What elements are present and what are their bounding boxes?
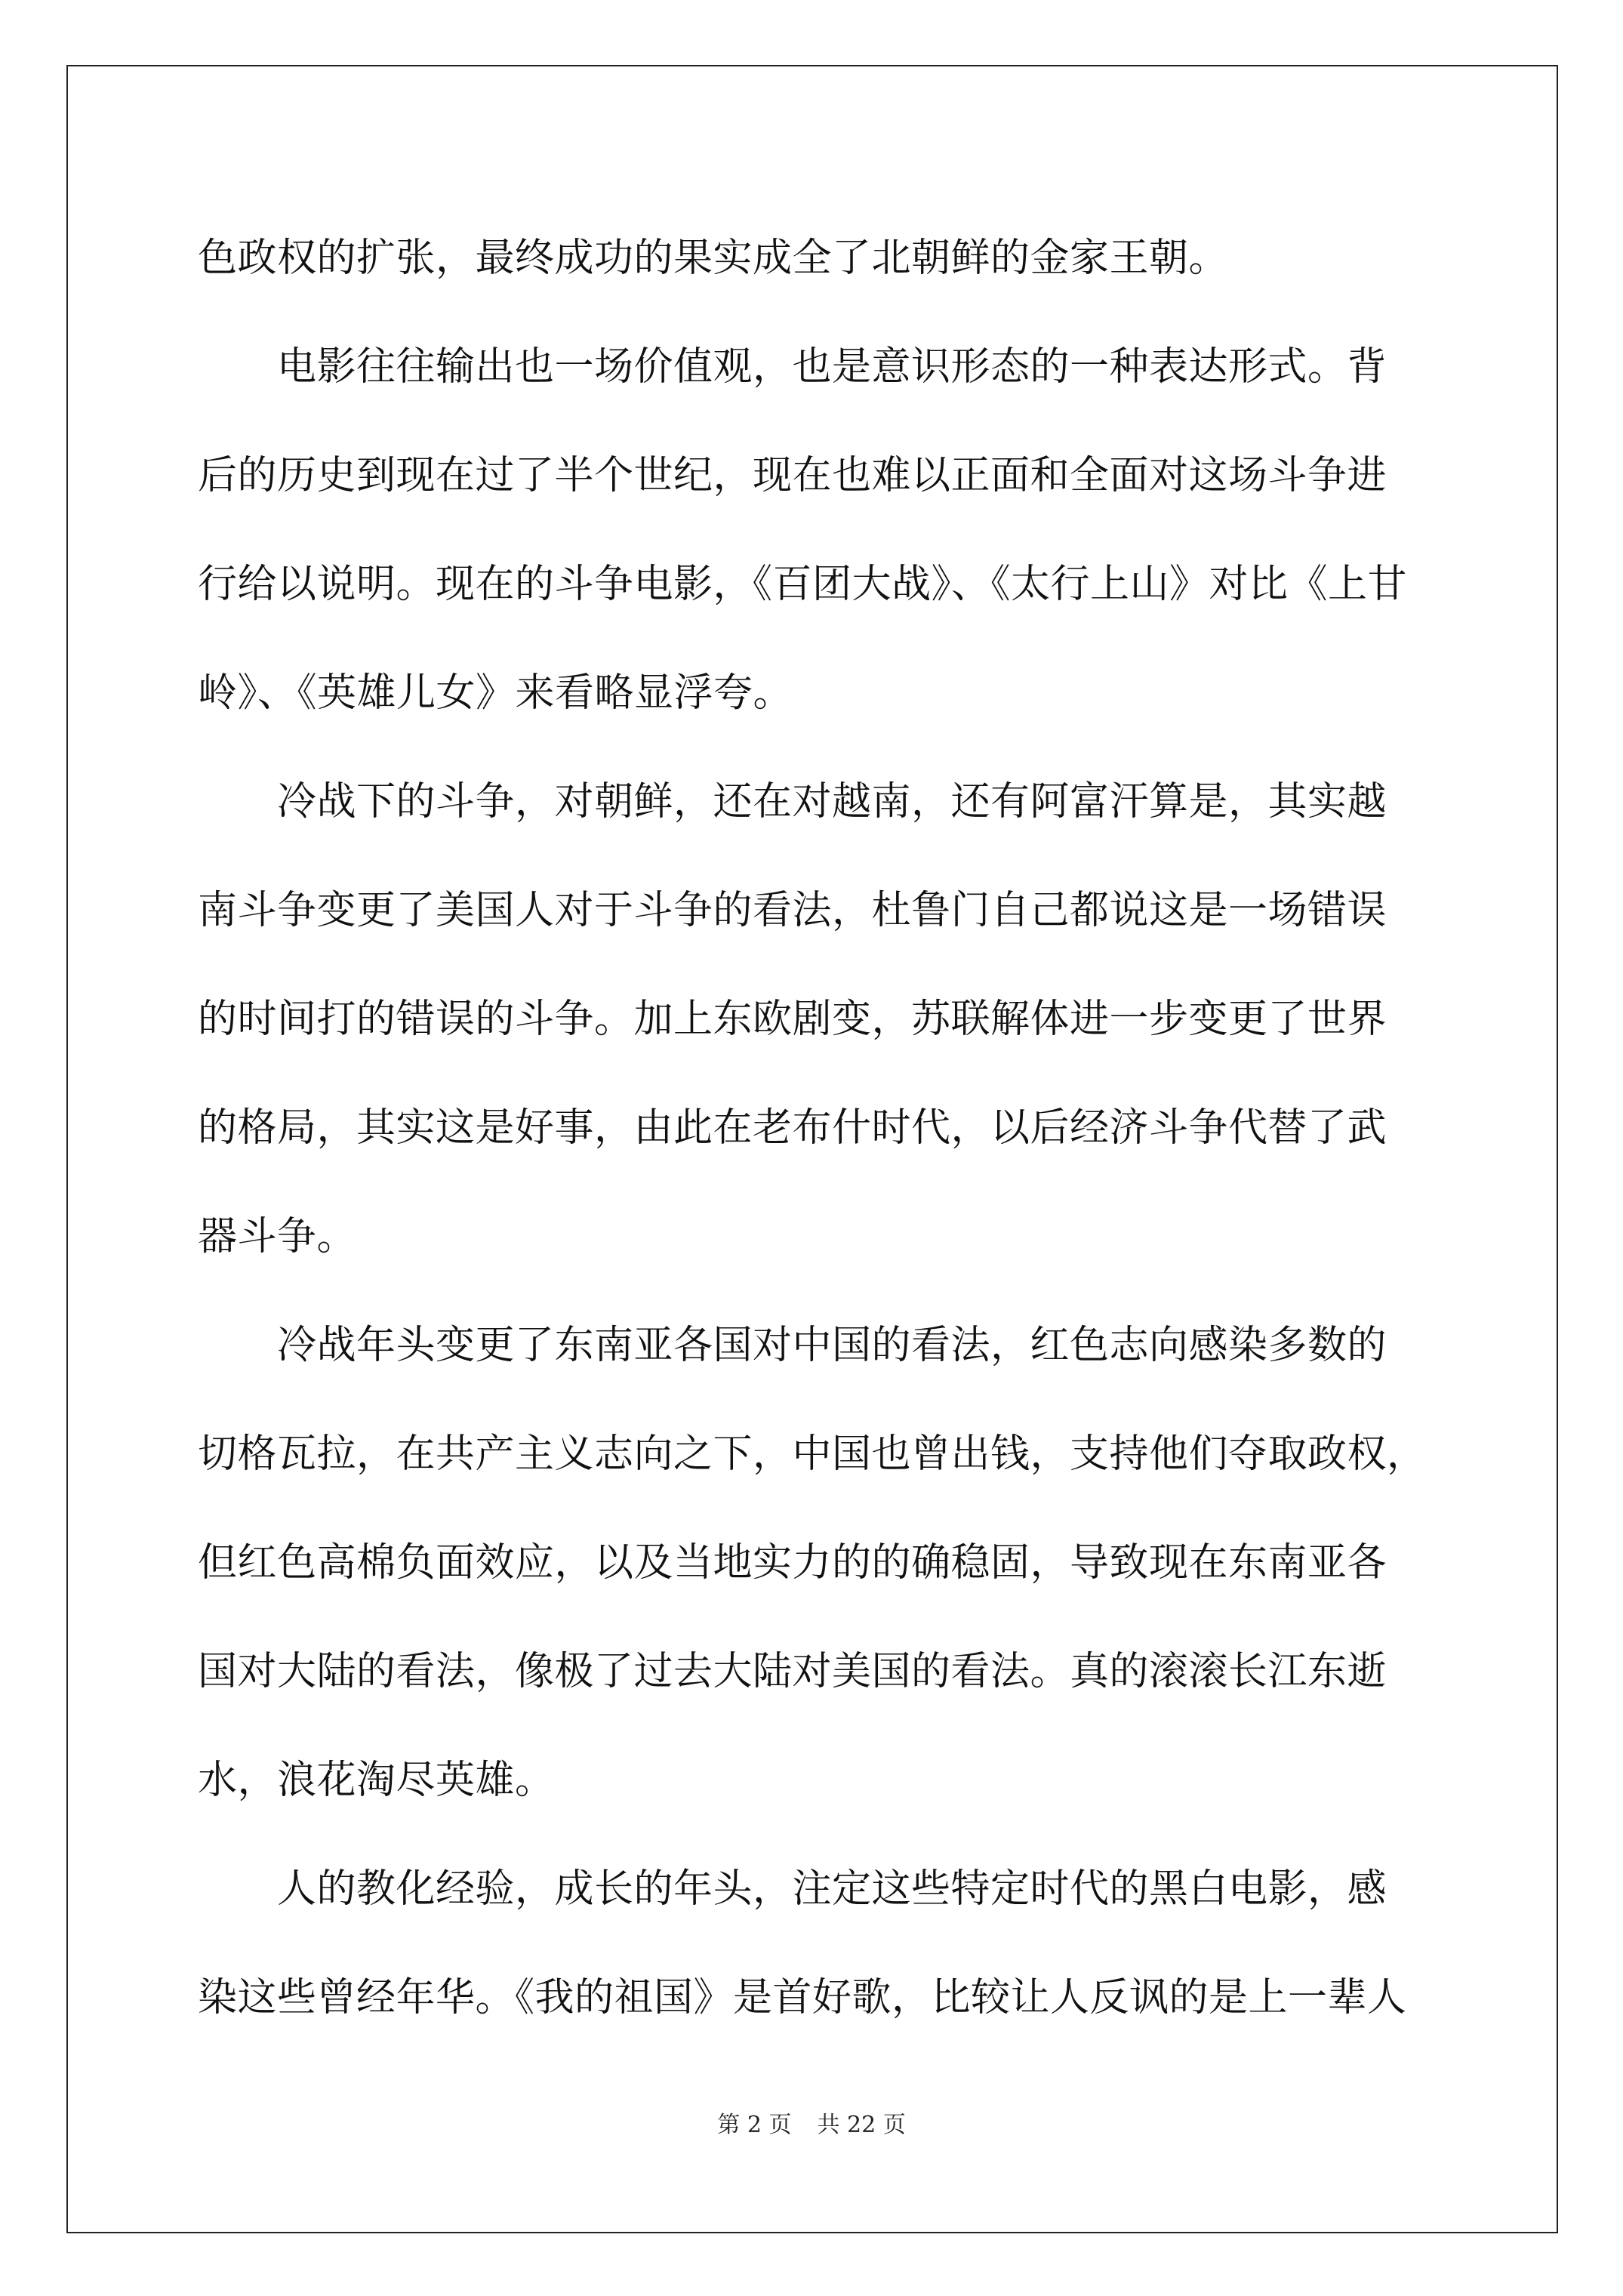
text-line: 南斗争变更了美国人对于斗争的看法，杜鲁门自己都说这是一场错误 [198, 888, 1387, 933]
text-line: 后的历史到现在过了半个世纪，现在也难以正面和全面对这场斗争进 [198, 453, 1387, 498]
text-line: 切格瓦拉，在共产主义志向之下，中国也曾出钱，支持他们夺取政权， [198, 1432, 1427, 1477]
text-line: 染这些曾经年华。《我的祖国》是首好歌，比较让人反讽的是上一辈人 [198, 1975, 1407, 2020]
document-body [198, 204, 1434, 2052]
text-line: 冷战下的斗争，对朝鲜，还在对越南，还有阿富汗算是，其实越 [198, 779, 1387, 824]
text-line: 器斗争。 [198, 1214, 357, 1259]
text-line: 水，浪花淘尽英雄。 [198, 1758, 555, 1803]
text-line: 岭》、《英雄儿女》来看略显浮夸。 [198, 670, 793, 716]
text-line: 冷战年头变更了东南亚各国对中国的看法，红色志向感染多数的 [198, 1323, 1387, 1368]
text-line: 国对大陆的看法，像极了过去大陆对美国的看法。真的滚滚长江东逝 [198, 1649, 1387, 1694]
text-line: 的时间打的错误的斗争。加上东欧剧变，苏联解体进一步变更了世界 [198, 997, 1387, 1042]
text-line: 人的教化经验，成长的年头，注定这些特定时代的黑白电影，感 [198, 1866, 1387, 1912]
page-number: 第 2 页 [717, 2112, 792, 2138]
page-footer [0, 2110, 1623, 2140]
text-line: 电影往往输出也一场价值观，也是意识形态的一种表达形式。背 [198, 344, 1387, 390]
text-line: 行给以说明。现在的斗争电影，《百团大战》、《太行上山》对比《上甘 [198, 562, 1408, 607]
text-line: 的格局，其实这是好事，由此在老布什时代，以后经济斗争代替了武 [198, 1105, 1387, 1151]
total-pages: 共 22 页 [817, 2112, 906, 2138]
text-line: 但红色高棉负面效应，以及当地实力的的确稳固，导致现在东南亚各 [198, 1540, 1387, 1586]
text-line: 色政权的扩张，最终成功的果实成全了北朝鲜的金家王朝。 [198, 236, 1229, 281]
